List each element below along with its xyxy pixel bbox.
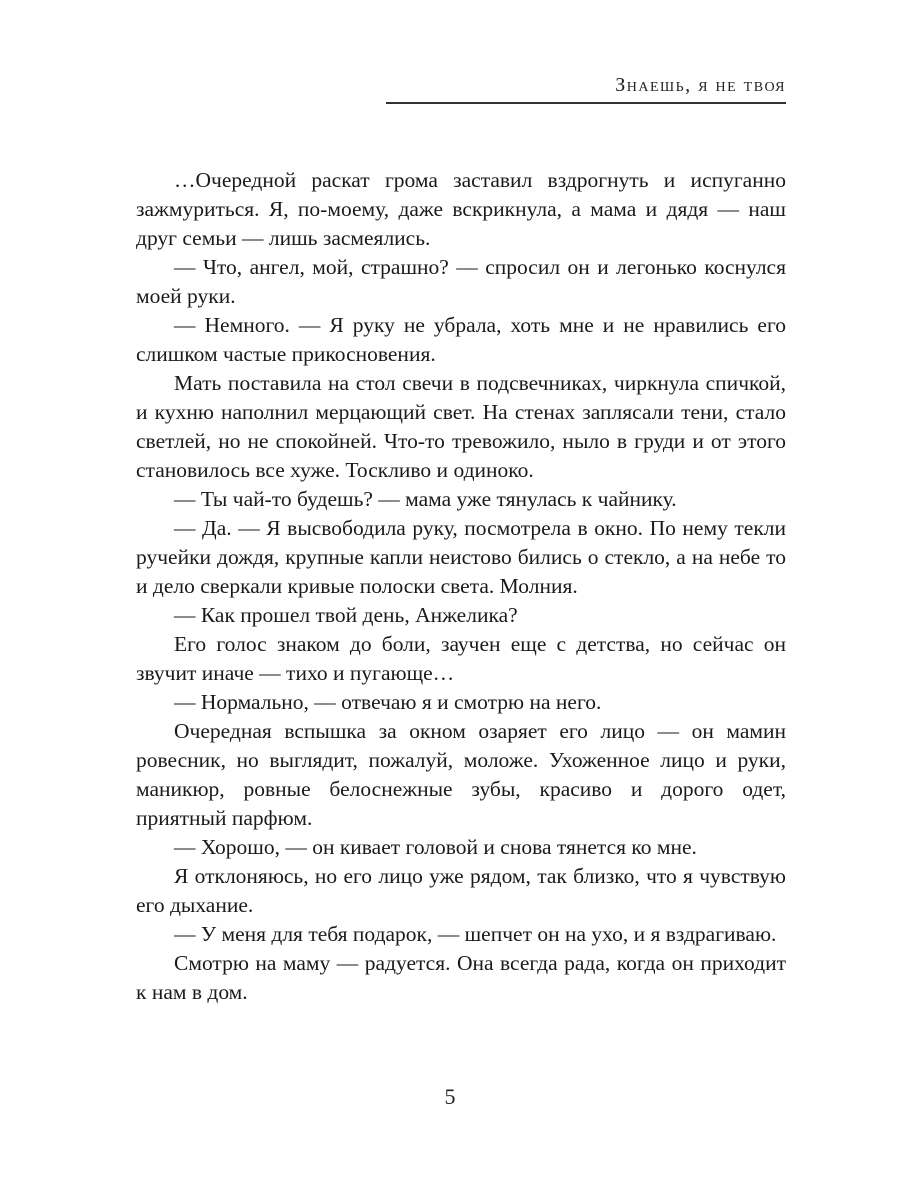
text-block <box>136 166 786 1007</box>
paragraph: — Да. — Я высвободила руку, посмотрела в окно. По нему текли ручейки дождя, крупные капли неистово бились о стекло, а на небе то и дело сверкали кривые полоски света. Молния. <box>136 516 786 598</box>
paragraph: — Что, ангел, мой, страшно? — спросил он и легонько коснулся моей руки. <box>136 255 786 308</box>
page-number: 5 <box>444 1084 456 1109</box>
paragraph: Я отклоняюсь, но его лицо уже рядом, так близко, что я чувствую его дыхание. <box>136 864 786 917</box>
running-head: Знаешь, я не твоя <box>615 74 786 96</box>
paragraph: — Немного. — Я руку не убрала, хоть мне и не нравились его слишком частые прикосновения. <box>136 313 786 366</box>
paragraph: — Как прошел твой день, Анжелика? <box>174 603 518 627</box>
paragraph: — Ты чай-то будешь? — мама уже тянулась к чайнику. <box>174 487 677 511</box>
paragraph: — Нормально, — отвечаю я и смотрю на него. <box>174 690 602 714</box>
paragraph: Его голос знаком до боли, заучен еще с детства, но сейчас он звучит иначе — тихо и пугающе… <box>136 632 786 685</box>
paragraph: — У меня для тебя подарок, — шепчет он на ухо, и я вздрагиваю. <box>174 922 777 946</box>
paragraph: Очередная вспышка за окном озаряет его лицо — он мамин ровесник, но выглядит, пожалуй, моложе. Ухоженное лицо и руки, маникюр, ровные белоснежные зубы, красиво и дорого одет, приятный парфюм. <box>136 719 786 830</box>
paragraph: Мать поставила на стол свечи в подсвечниках, чиркнула спичкой, и кухню наполнил мерцающий свет. На стенах заплясали тени, стало светлей, но не спокойней. Что-то тревожило, ныло в груди и от этого становилось все хуже. Тоскливо и одиноко. <box>136 371 786 482</box>
paragraph: Смотрю на маму — радуется. Она всегда рада, когда он приходит к нам в дом. <box>136 951 786 1004</box>
paragraph: — Хорошо, — он кивает головой и снова тянется ко мне. <box>174 835 697 859</box>
paragraph: …Очередной раскат грома заставил вздрогнуть и испуганно зажмуриться. Я, по-моему, даже вскрикнула, а мама и дядя — наш друг семьи — лишь засмеялись. <box>136 168 786 250</box>
header-rule <box>386 102 786 104</box>
